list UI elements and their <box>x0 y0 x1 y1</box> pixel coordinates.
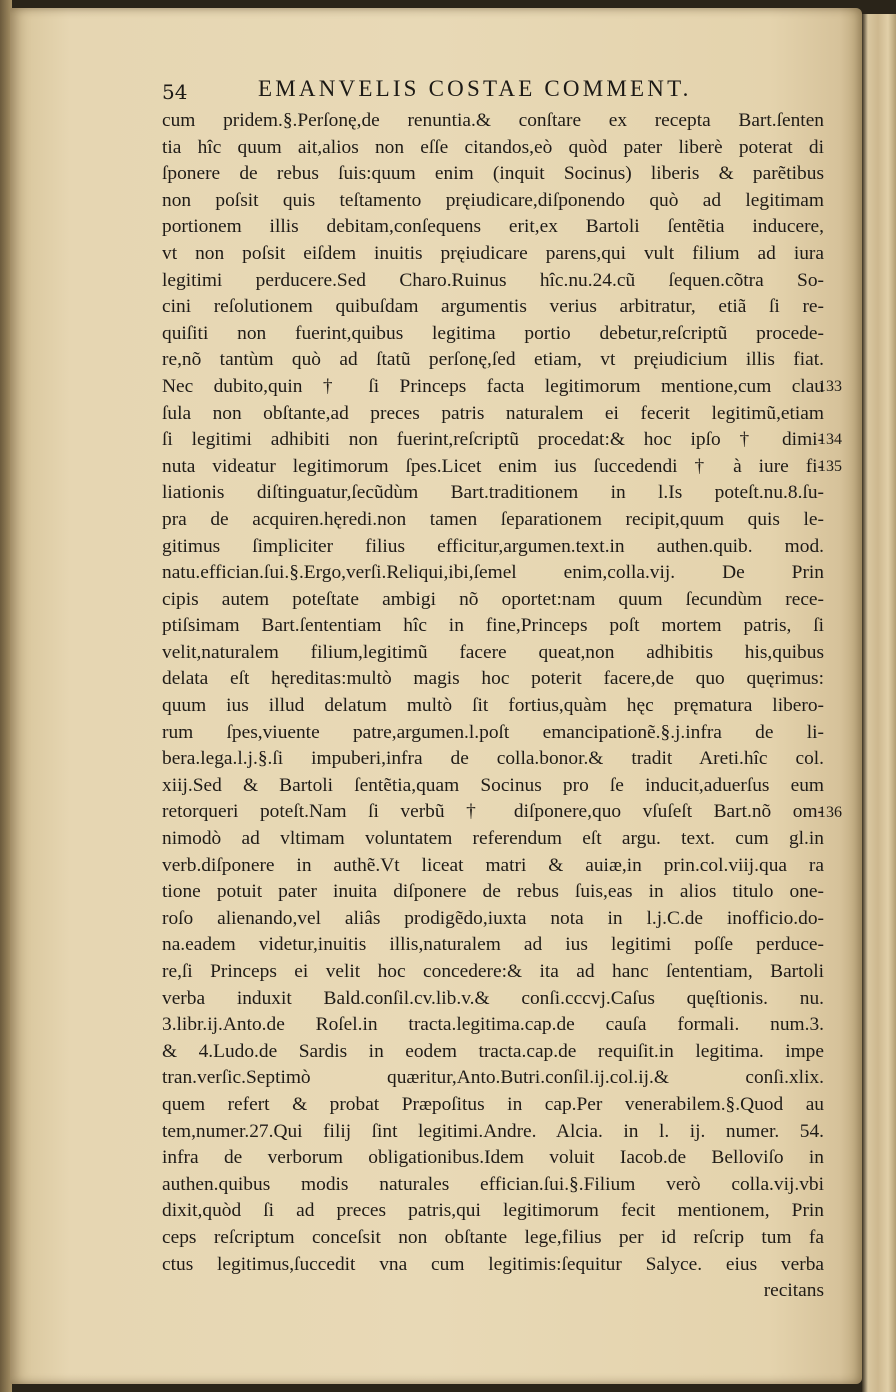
text-line: non poſsit quis teſtamento pręiudicare,diſponendo quò ad legitimam <box>162 189 824 211</box>
text-line: tran.verſic.Septimò quæritur,Anto.Butri.conſil.ij.col.ij.& conſi.xlix. <box>162 1067 824 1089</box>
text-line: xiij.Sed & Bartoli ſentẽtia,quam Socinus pro ſe inducit,aduerſus eum <box>162 774 824 796</box>
margin-number: 136 <box>818 803 842 821</box>
text-line: & 4.Ludo.de Sardis in eodem tracta.cap.de requiſit.in legitima. impe <box>162 1040 824 1062</box>
text-line: roſo alienando,vel aliâs prodigẽdo,iuxta nota in l.j.C.de inofficio.do- <box>162 907 824 929</box>
text-line: pra de acquiren.hęredi.non tamen ſeparationem recipit,quum quis le- <box>162 508 824 530</box>
text-line: re,ſi Princeps ei velit hoc concedere:& ita ad hanc ſententiam, Bartoli <box>162 961 824 982</box>
text-line: quiſiti non fuerint,quibus legitima portio debetur,reſcriptũ procede- <box>162 322 824 344</box>
page-edges <box>862 14 896 1392</box>
text-line: retorqueri poteſt.Nam ſi verbũ † diſponere,quo vſuſeſt Bart.nõ om- <box>162 801 824 823</box>
text-line: ceps reſcriptum conceſsit non obſtante lege,filius per id reſcrip tum fa <box>162 1226 824 1248</box>
text-line: quem refert & probat Præpoſitus in cap.Per venerabilem.§.Quod au <box>162 1093 824 1115</box>
text-line: rum ſpes,viuente patre,argumen.l.poſt emancipationẽ.§.j.infra de li- <box>162 721 824 743</box>
text-line: re,nõ tantùm quò ad ſtatũ perſonę,ſed etiam, vt pręiudicium illis fiat. <box>162 349 824 371</box>
text-line: ſponere de rebus ſuis:quum enim (inquit Socinus) liberis & parẽtibus <box>162 163 824 185</box>
text-line: ptiſsimam Bart.ſententiam hîc in fine,Princeps poſt mortem patris, ſi <box>162 615 824 637</box>
text-line: tem,numer.27.Qui filij ſint legitimi.Andre. Alcia. in l. ij. numer. 54. <box>162 1120 824 1142</box>
text-line: authen.quibus modis naturales effician.ſui.§.Filium verò colla.vij.vbi <box>162 1173 824 1195</box>
text-line: natu.effician.ſui.§.Ergo,verſi.Reliqui,ibi,ſemel enim,colla.vij. De Prin <box>162 562 824 584</box>
text-line: ſula non obſtante,ad preces patris naturalem ei fecerit legitimũ,etiam <box>162 402 824 424</box>
text-line: cipis autem poteſtate ambigi nõ oportet:nam quum ſecundùm rece- <box>162 588 824 610</box>
running-title: EMANVELIS COSTAE COMMENT. <box>258 76 692 101</box>
text-line: 3.libr.ij.Anto.de Roſel.in tracta.legitima.cap.de cauſa formali. num.3. <box>162 1014 824 1036</box>
text-line: cum pridem.§.Perſonę,de renuntia.& conſtare ex recepta Bart.ſenten <box>162 110 824 131</box>
text-line: bera.lega.l.j.§.ſi impuberi,infra de colla.bonor.& tradit Areti.hîc col. <box>162 748 824 770</box>
text-line: recitans <box>763 1280 824 1302</box>
text-line: Nec dubito,quin † ſi Princeps facta legitimorum mentione,cum clau <box>162 375 824 397</box>
text-line: liationis diſtinguatur,ſecũdùm Bart.traditionem in l.Is poteſt.nu.8.ſu- <box>162 482 824 504</box>
margin-number: 135 <box>818 457 842 475</box>
text-line: quum ius illud delatum multò ſit fortius,quàm hęc pręmatura libero- <box>162 695 824 717</box>
text-line: portionem illis debitam,conſequens erit,ex Bartoli ſentẽtia inducere, <box>162 216 824 238</box>
text-line: verb.diſponere in authẽ.Vt liceat matri & auiæ,in prin.col.viij.qua ra <box>162 854 824 876</box>
text-line: tione potuit pater inuita diſponere de rebus ſuis,eas in alios titulo one- <box>162 881 824 903</box>
text-line: tia hîc quum ait,alios non eſſe citandos,eò quòd pater liberè poterat di <box>162 136 824 158</box>
text-line: delata eſt hęreditas:multò magis hoc poterit facere,de quo quęrimus: <box>162 668 824 690</box>
text-line: velit,naturalem filium,legitimũ facere queat,non adhibitis his,quibus <box>162 641 824 663</box>
margin-number: 133 <box>818 378 842 395</box>
text-line: nuta videatur legitimorum ſpes.Licet enim ius ſuccedendi † à iure fi- <box>162 455 824 477</box>
body-text <box>162 108 824 1305</box>
text-line: cini reſolutionem quibuſdam argumentis verius arbitratur, etiã ſi re- <box>162 296 824 318</box>
text-line: vt non poſsit eiſdem inuitis pręiudicare parens,qui vult filium ad iura <box>162 242 824 264</box>
text-line: na.eadem videtur,inuitis illis,naturalem ad ius legitimi poſſe perduce- <box>162 934 824 956</box>
text-line: dixit,quòd ſi ad preces patris,qui legitimorum fecit mentionem, Prin <box>162 1200 824 1222</box>
text-line: gitimus ſimpliciter filius efficitur,argumen.text.in authen.quib. mod. <box>162 535 824 557</box>
text-line: verba induxit Bald.conſil.cv.lib.v.& conſi.cccvj.Caſus quęſtionis. nu. <box>162 987 824 1009</box>
text-line: ſi legitimi adhibiti non fuerint,reſcriptũ procedat:& hoc ipſo † dimi- <box>162 429 824 451</box>
text-line: nimodò ad vltimam voluntatem referendum eſt argu. text. cum gl.in <box>162 828 824 850</box>
text-line: ctus legitimus,ſuccedit vna cum legitimis:ſequitur Salyce. eius verba <box>162 1253 824 1275</box>
margin-number: 134 <box>818 431 842 449</box>
text-line: legitimi perducere.Sed Charo.Ruinus hîc.nu.24.cũ ſequen.cõtra So- <box>162 269 824 291</box>
page-number: 54 <box>162 80 188 104</box>
text-line: infra de verborum obligationibus.Idem voluit Iacob.de Belloviſo in <box>162 1147 824 1169</box>
page-header <box>162 76 822 106</box>
